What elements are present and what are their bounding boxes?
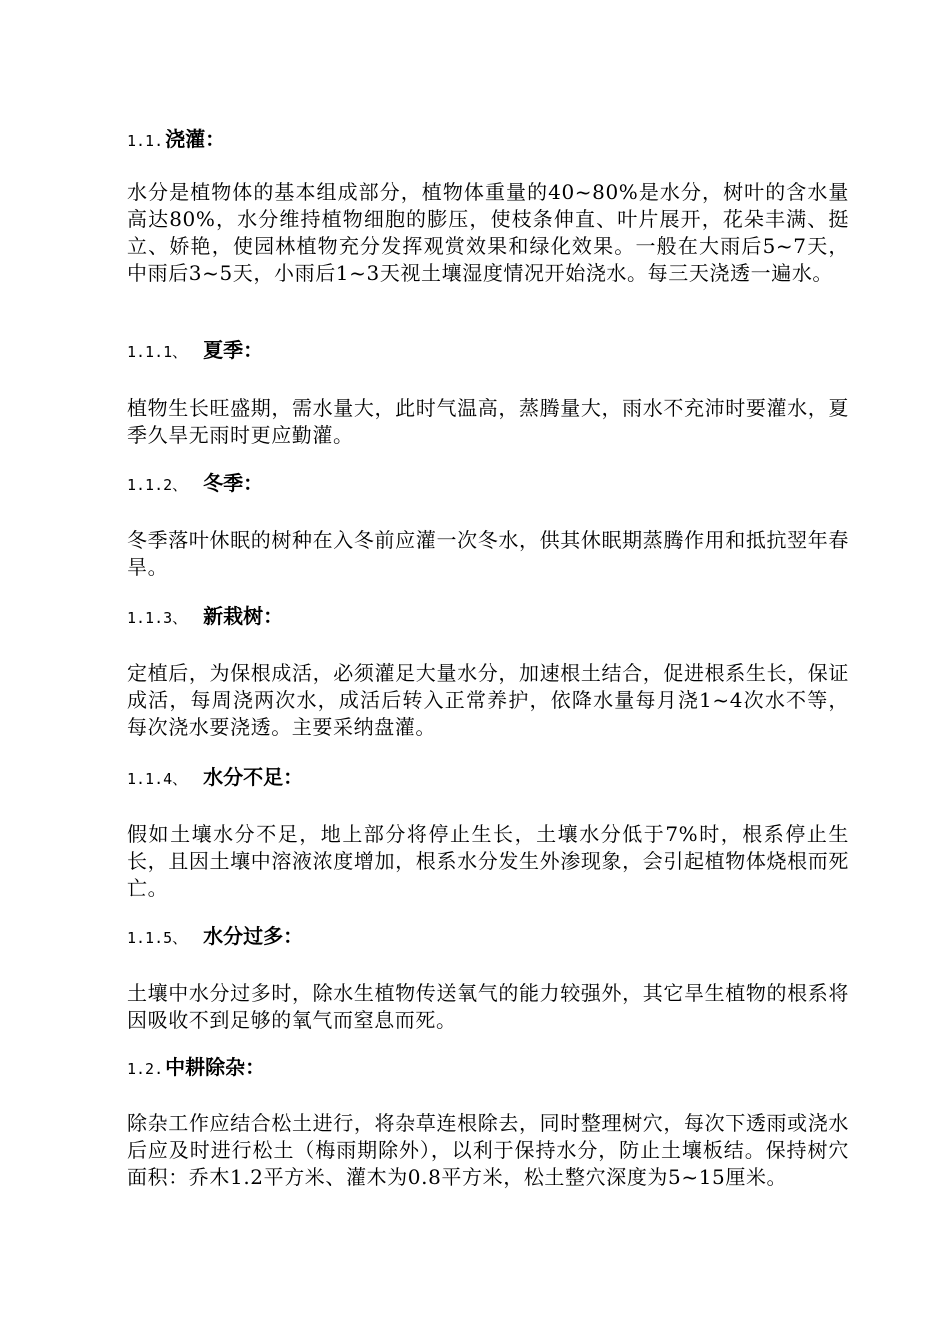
heading-1-1-1 (127, 337, 263, 363)
heading-number: 1.2. (127, 1060, 164, 1078)
paragraph-1-1-2: 冬季落叶休眠的树种在入冬前应灌一次冬水，供其休眠期蒸腾作用和抵抗翌年春旱。 (127, 528, 849, 579)
heading-title: 水分不足： (203, 765, 304, 789)
heading-number: 1.1.3、 (127, 609, 188, 627)
heading-1-1-3 (127, 603, 283, 629)
heading-1-2 (127, 1054, 265, 1080)
heading-title: 水分过多： (203, 924, 304, 948)
heading-1-1-4 (127, 764, 303, 790)
paragraph-1-2: 除杂工作应结合松土进行，将杂草连根除去，同时整理树穴，每次下透雨或浇水后应及时进行松土（梅雨期除外），以利于保持水分，防止土壤板结。保持树穴面积：乔木1.2平方米、灌木为0.8平方米，松土整穴深度为5~15厘米。 (127, 1111, 849, 1189)
heading-number: 1.1.1、 (127, 343, 188, 361)
paragraph-1-1-3: 定植后，为保根成活，必须灌足大量水分，加速根土结合，促进根系生长，保证成活，每周浇两次水，成活后转入正常养护，依降水量每月浇1~4次水不等，每次浇水要浇透。主要采纳盘灌。 (127, 661, 849, 739)
heading-number: 1.1.2、 (127, 476, 188, 494)
heading-title: 浇灌： (165, 127, 226, 151)
heading-1-1-2 (127, 470, 263, 496)
paragraph-1-1-5: 土壤中水分过多时，除水生植物传送氧气的能力较强外，其它旱生植物的根系将因吸收不到足够的氧气而窒息而死。 (127, 981, 849, 1032)
heading-title: 夏季： (203, 338, 264, 362)
heading-1-1 (127, 126, 225, 152)
heading-number: 1.1. (127, 132, 164, 150)
heading-1-1-5 (127, 923, 303, 949)
heading-number: 1.1.5、 (127, 929, 188, 947)
paragraph-1-1-4: 假如土壤水分不足，地上部分将停止生长，土壤水分低于7%时，根系停止生长，且因土壤中溶液浓度增加，根系水分发生外渗现象，会引起植物体烧根而死亡。 (127, 822, 849, 900)
paragraph-1-1-1: 植物生长旺盛期，需水量大，此时气温高，蒸腾量大，雨水不充沛时要灌水，夏季久旱无雨时更应勤灌。 (127, 396, 849, 447)
heading-title: 新栽树： (203, 604, 284, 628)
heading-title: 中耕除杂： (165, 1055, 266, 1079)
paragraph-1-1: 水分是植物体的基本组成部分，植物体重量的40~80%是水分，树叶的含水量高达80%，水分维持植物细胞的膨压，使枝条伸直、叶片展开，花朵丰满、挺立、娇艳，使园林植物充分发挥观赏效果和绿化效果。一般在大雨后5~7天，中雨后3~5天，小雨后1~3天视土壤湿度情况开始浇水。每三天浇透一遍水。 (127, 180, 849, 285)
heading-title: 冬季： (203, 471, 264, 495)
heading-number: 1.1.4、 (127, 770, 188, 788)
